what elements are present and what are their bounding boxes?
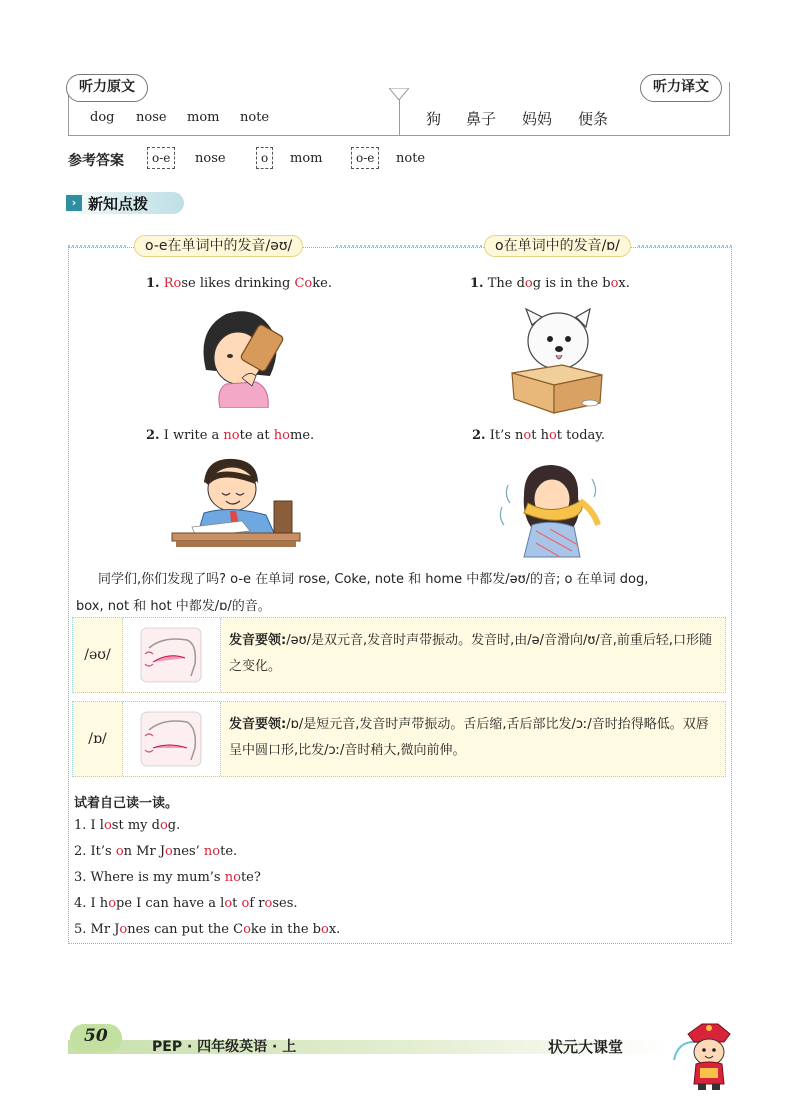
pronunciation-table [72,617,726,777]
text-part: x. [328,922,341,937]
pronunciation-row [72,701,726,777]
sentence-number: 2. [146,428,160,443]
left-column-heading: o-e在单词中的发音/əʊ/ [134,235,303,257]
highlight-part: ho [273,428,290,443]
text-part: me. [290,428,315,443]
text-part: n Mr J [123,844,166,859]
section-title: 新知点拨 [88,195,149,213]
text-part: ses. [272,896,298,911]
try-title: 试着自己读一读。 [74,796,179,811]
right-sentence-2 [472,428,605,443]
sentence-number: 1. [146,276,160,291]
discovery-line-1: 同学们,你们发现了吗? o-e 在单词 rose, Coke, note 和 home 中都发/əʊ/的音; o 在单词 dog, [98,572,649,587]
text-part: pe I can have a l [116,896,225,911]
right-column-heading: o在单词中的发音/ɒ/ [484,235,631,257]
brand-name: 状元大课堂 [548,1038,624,1056]
text-part: x. [618,276,630,291]
text-part: te at [239,428,274,443]
answer-box: o [256,147,273,169]
text-part: te? [240,870,261,885]
highlight-part: o [103,818,112,833]
text-part: t [232,896,242,911]
text-part: f r [249,896,265,911]
try-line-5 [74,922,340,937]
listening-translation: 妈妈 [522,110,553,128]
highlight-part: o [523,428,532,443]
highlight-part: Co [294,276,313,291]
highlight-part: o [243,922,251,937]
answer-word: nose [195,151,226,166]
text-part: st my d [111,818,160,833]
listening-word: note [240,110,270,125]
tip-label: 发音要领: [229,633,287,648]
highlight-part: no [223,428,240,443]
phonetic-symbol: /əʊ/ [73,618,123,692]
right-sentence-1 [470,276,630,291]
text-part: t today. [556,428,606,443]
listening-divider [399,96,400,136]
sentence-number: 1. [470,276,484,291]
highlight-part: o [264,896,273,911]
text-part: 4. I h [74,896,109,911]
chevron-right-icon: › [66,195,82,211]
text-part: g. [167,818,181,833]
try-line-3 [74,870,261,885]
mouth-diagram-cell [123,702,221,776]
highlight-part: o [115,844,124,859]
phonetic-symbol: /ɒ/ [73,702,123,776]
listening-original-tag: 听力原文 [66,74,148,102]
highlight-part: o [548,428,557,443]
tip-text: /əʊ/是双元音,发音时声带振动。发音时,由/ə/音滑向/ʊ/音,前重后轻,口形随之变化。 [229,633,713,674]
left-sentence-1 [146,276,332,291]
answer-label: 参考答案 [68,153,124,169]
highlight-part: o [241,896,250,911]
text-part: nes can put the C [127,922,244,937]
text-part: nes’ [172,844,204,859]
text-part: 3. Where is my mum’s [74,870,225,885]
left-sentence-2 [146,428,314,443]
text-part: It’s n [489,428,524,443]
text-part: I write a [163,428,224,443]
pronunciation-row [72,617,726,693]
try-line-4 [74,896,298,911]
listening-translation: 便条 [578,110,609,128]
highlight-part: o [524,276,533,291]
highlight-part: o [159,818,168,833]
mouth-diagram-icon [123,618,221,692]
boy-writing-illustration [170,453,302,553]
text-part: 2. It’s [74,844,116,859]
text-part: ke in the b [250,922,322,937]
answer-box: o-e [351,147,379,169]
highlight-part: no [203,844,221,859]
text-part: te. [220,844,238,859]
highlight-part: Ro [163,276,182,291]
answer-box: o-e [147,147,175,169]
mascot-icon [668,1018,740,1092]
book-title: PEP · 四年级英语 · 上 [152,1039,297,1055]
highlight-part: o [224,896,233,911]
pronunciation-tip [229,628,719,680]
listening-word: dog [90,110,115,125]
listening-word: nose [136,110,167,125]
text-part: 1. I l [74,818,104,833]
text-part: g is in the b [532,276,611,291]
highlight-part: no [224,870,241,885]
answer-word: mom [290,151,323,166]
try-line-2 [74,844,237,859]
tip-text: /ɒ/是短元音,发音时声带振动。舌后缩,舌后部比发/ɔː/音时抬得略低。双唇呈中圆口形,比发/ɔː/音时稍大,微向前伸。 [229,717,709,758]
pronunciation-tip [229,712,719,764]
girl-drinking-illustration [186,300,296,408]
hot-weather-illustration [494,455,606,559]
listening-word: mom [187,110,220,125]
highlight-part: o [108,896,117,911]
mouth-diagram-cell [123,618,221,692]
text-part: se likes drinking [181,276,295,291]
mouth-diagram-icon [123,702,221,776]
listening-translation: 鼻子 [466,110,497,128]
highlight-part: o [321,922,329,937]
text-part: ke. [312,276,332,291]
dog-in-box-illustration [498,303,610,415]
listening-translation-tag: 听力译文 [640,74,722,102]
listening-notch [389,88,409,100]
listening-translation: 狗 [426,110,442,128]
text-part: t h [531,428,549,443]
highlight-part: o [119,922,128,937]
page-number: 50 [84,1026,108,1046]
try-line-1 [74,818,180,833]
highlight-part: o [165,844,173,859]
answer-word: note [396,151,426,166]
text-part: 5. Mr J [74,922,120,937]
text-part: The d [487,276,525,291]
highlight-part: o [610,276,619,291]
sentence-number: 2. [472,428,486,443]
discovery-line-2: box, not 和 hot 中都发/ɒ/的音。 [76,599,271,614]
tip-label: 发音要领: [229,717,287,732]
